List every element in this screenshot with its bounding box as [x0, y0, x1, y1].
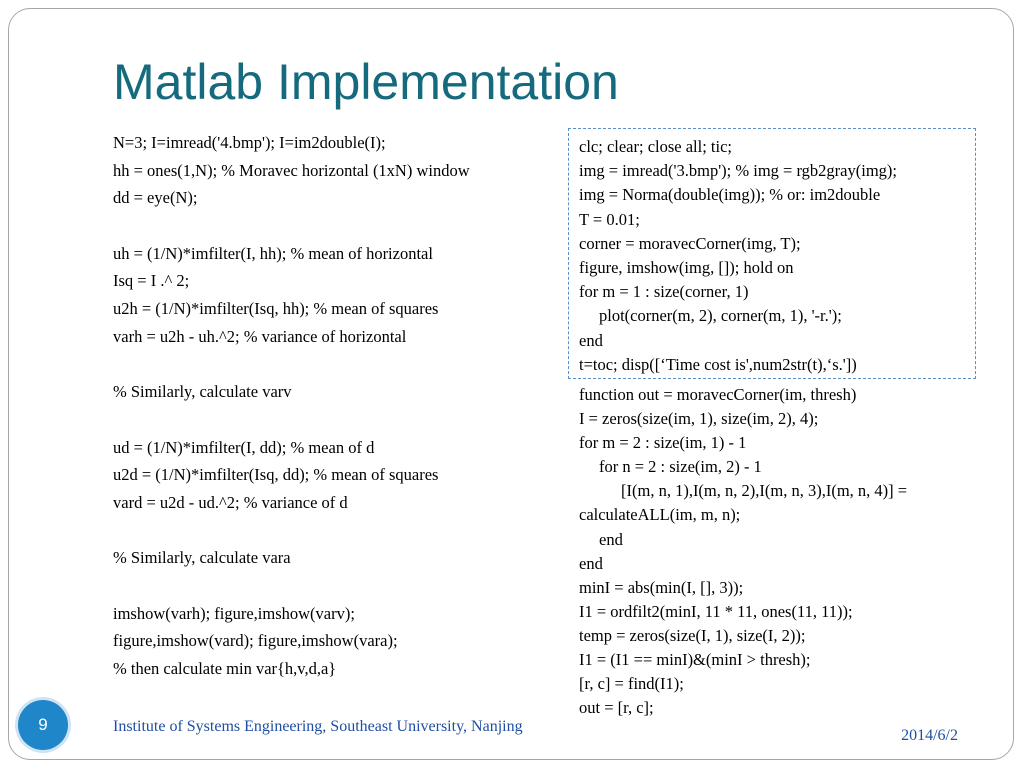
footer-institution: Institute of Systems Engineering, Southeast University, Nanjing [113, 718, 523, 735]
code-line: temp = zeros(size(I, 1), size(I, 2)); [579, 625, 806, 645]
code-line: u2h = (1/N)*imfilter(Isq, hh); % mean of squares [113, 299, 439, 319]
code-line: I1 = ordfilt2(minI, 11 * 11, ones(11, 11)); [579, 601, 853, 621]
main-script-code [579, 135, 897, 377]
code-line: for m = 1 : size(corner, 1) [579, 282, 749, 302]
code-line: dd = eye(N); [113, 188, 198, 208]
code-line: corner = moravecCorner(img, T); [579, 233, 801, 253]
code-line: [I(m, n, 1),I(m, n, 2),I(m, n, 3),I(m, n, 4)] = [621, 481, 908, 501]
code-line: % Similarly, calculate vara [113, 548, 291, 568]
blank-line [113, 517, 470, 545]
code-line: calculateALL(im, m, n); [579, 505, 741, 525]
code-line: figure,imshow(vard); figure,imshow(vara); [113, 631, 398, 651]
blank-line [113, 406, 470, 434]
code-line: figure, imshow(img, []); hold on [579, 258, 794, 278]
code-line: out = [r, c]; [579, 698, 654, 718]
code-line: clc; clear; close all; tic; [579, 137, 733, 156]
page-number-badge: 9 [18, 700, 68, 750]
footer-date: 2014/6/2 [901, 727, 958, 744]
code-line: ud = (1/N)*imfilter(I, dd); % mean of d [113, 437, 375, 457]
code-line: for n = 2 : size(im, 2) - 1 [599, 457, 762, 477]
code-line: plot(corner(m, 2), corner(m, 1), '-r.'); [599, 306, 842, 326]
code-line: t=toc; disp([‘Time cost is',num2str(t),‘s.']) [579, 354, 857, 374]
function-code-block [579, 383, 907, 720]
code-line: function out = moravecCorner(im, thresh) [579, 385, 857, 404]
code-line: I = zeros(size(im, 1), size(im, 2), 4); [579, 409, 819, 429]
code-line: imshow(varh); figure,imshow(varv); [113, 603, 355, 623]
code-line: end [579, 330, 603, 350]
code-line: T = 0.01; [579, 209, 640, 229]
code-line: varh = u2h - uh.^2; % variance of horizontal [113, 326, 407, 346]
code-line: end [579, 553, 603, 573]
code-line: % Similarly, calculate varv [113, 382, 292, 402]
code-line: N=3; I=imread('4.bmp'); I=im2double(I); [113, 133, 386, 152]
code-line: % then calculate min var{h,v,d,a} [113, 659, 337, 679]
left-code-block [113, 129, 470, 683]
slide-title: Matlab Implementation [113, 54, 619, 110]
code-line: uh = (1/N)*imfilter(I, hh); % mean of horizontal [113, 243, 433, 263]
code-line: vard = u2d - ud.^2; % variance of d [113, 492, 348, 512]
code-line: for m = 2 : size(im, 1) - 1 [579, 433, 747, 453]
blank-line [113, 212, 470, 240]
code-line: minI = abs(min(I, [], 3)); [579, 577, 744, 597]
code-line: end [599, 529, 623, 549]
blank-line [113, 351, 470, 379]
code-line: [r, c] = find(I1); [579, 674, 684, 694]
code-line: Isq = I .^ 2; [113, 271, 190, 291]
blank-line [113, 572, 470, 600]
code-line: hh = ones(1,N); % Moravec horizontal (1xN) window [113, 160, 470, 180]
code-line: u2d = (1/N)*imfilter(Isq, dd); % mean of squares [113, 465, 439, 485]
code-line: img = Norma(double(img)); % or: im2double [579, 185, 881, 205]
code-line: I1 = (I1 == minI)&(minI > thresh); [579, 650, 811, 670]
code-line: img = imread('3.bmp'); % img = rgb2gray(img); [579, 161, 897, 181]
